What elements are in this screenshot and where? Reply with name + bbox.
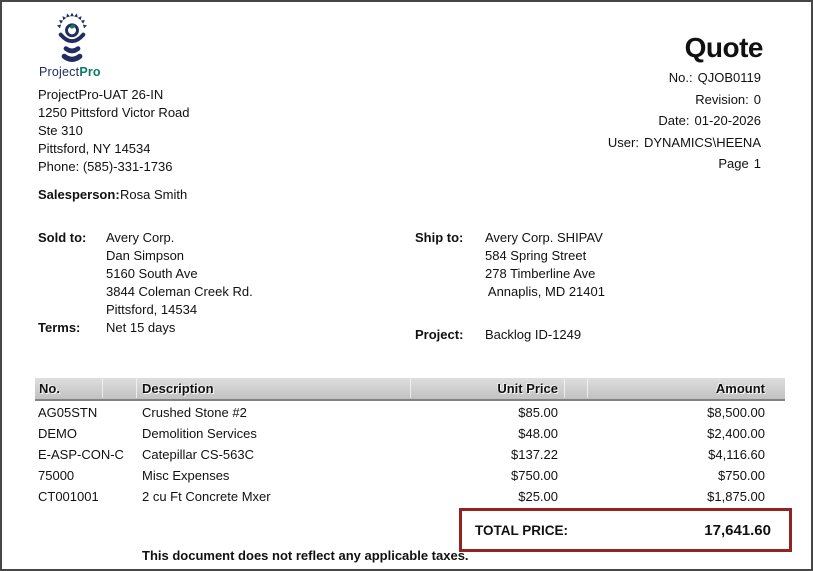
terms-label: Terms: bbox=[38, 320, 81, 335]
total-price-box bbox=[459, 508, 792, 552]
meta-value: 01-20-2026 bbox=[694, 113, 761, 128]
company-address-line: Phone: (585)-331-1736 bbox=[38, 159, 173, 174]
column-header-unit-price: Unit Price bbox=[497, 381, 558, 396]
items-table-header bbox=[35, 378, 785, 401]
company-address-line: Ste 310 bbox=[38, 123, 83, 138]
project-row bbox=[415, 326, 581, 344]
total-price-value: 17,641.60 bbox=[704, 521, 771, 539]
header-cell-divider bbox=[587, 379, 588, 398]
logo-word-pro: Pro bbox=[79, 65, 101, 79]
quote-meta-row bbox=[608, 113, 761, 135]
column-header-amount: Amount bbox=[715, 381, 765, 396]
cell-description: 2 cu Ft Concrete Mxer bbox=[142, 489, 271, 504]
company-logo-wordmark bbox=[39, 65, 101, 79]
ship_to-lines bbox=[485, 229, 605, 301]
cell-no: 75000 bbox=[38, 468, 75, 483]
ship-to-section bbox=[415, 229, 605, 301]
header-cell-divider bbox=[102, 379, 103, 398]
sold-to-line: 5160 South Ave bbox=[106, 266, 198, 281]
column-header-description: Description bbox=[142, 381, 214, 396]
cell-no: AG05STN bbox=[38, 405, 98, 420]
sold-to-line: 3844 Coleman Creek Rd. bbox=[106, 284, 253, 299]
company-address-line: 1250 Pittsford Victor Road bbox=[38, 105, 190, 120]
cell-description: Demolition Services bbox=[142, 426, 257, 441]
ship-to-line: Annaplis, MD 21401 bbox=[485, 284, 605, 299]
logo-word-project: Project bbox=[39, 65, 80, 79]
cell-description: Misc Expenses bbox=[142, 468, 230, 483]
quote-meta-row bbox=[608, 92, 761, 114]
ship-to-line: Avery Corp. SHIPAV bbox=[485, 230, 603, 245]
project-label: Project: bbox=[415, 327, 464, 342]
cell-amount: $1,875.00 bbox=[707, 489, 765, 504]
company-logo-icon bbox=[35, 13, 109, 65]
quote-meta-row bbox=[608, 156, 761, 178]
sold-to-line: Dan Simpson bbox=[106, 248, 185, 263]
cell-no: E-ASP-CON-C bbox=[38, 447, 124, 462]
cell-unit-price: $48.00 bbox=[518, 426, 558, 441]
cell-unit-price: $25.00 bbox=[518, 489, 558, 504]
table-row bbox=[2, 423, 813, 444]
quote-meta-row bbox=[608, 70, 761, 92]
meta-value: QJOB0119 bbox=[697, 70, 761, 85]
table-row bbox=[2, 486, 813, 507]
cell-amount: $2,400.00 bbox=[707, 426, 765, 441]
ship-to-label: Ship to: bbox=[415, 230, 464, 245]
meta-value: 1 bbox=[753, 156, 761, 171]
quote-meta bbox=[608, 70, 761, 178]
meta-label: Page bbox=[718, 156, 749, 171]
salesperson-label: Salesperson: bbox=[38, 187, 120, 202]
terms-row bbox=[38, 319, 175, 337]
cell-unit-price: $85.00 bbox=[518, 405, 558, 420]
tax-disclaimer: This document does not reflect any applicable taxes. bbox=[142, 548, 469, 563]
company-address-line: Pittsford, NY 14534 bbox=[38, 141, 151, 156]
cell-no: DEMO bbox=[38, 426, 77, 441]
table-row bbox=[2, 465, 813, 486]
header-cell-divider bbox=[410, 379, 411, 398]
cell-unit-price: $137.22 bbox=[511, 447, 558, 462]
sold-to-label: Sold to: bbox=[38, 230, 87, 245]
sold-to-section bbox=[38, 229, 253, 319]
terms-value: Net 15 days bbox=[106, 320, 176, 335]
cell-no: CT001001 bbox=[38, 489, 99, 504]
cell-unit-price: $750.00 bbox=[511, 468, 558, 483]
cell-amount: $8,500.00 bbox=[707, 405, 765, 420]
ship-to-line: 584 Spring Street bbox=[485, 248, 587, 263]
cell-amount: $4,116.60 bbox=[708, 447, 765, 462]
salesperson-row bbox=[38, 187, 187, 202]
cell-amount: $750.00 bbox=[718, 468, 765, 483]
meta-label: Revision: bbox=[695, 91, 749, 107]
column-header-no: No. bbox=[39, 381, 60, 396]
page-title: Quote bbox=[684, 32, 763, 63]
header-cell-divider bbox=[136, 379, 137, 398]
table-row bbox=[2, 444, 813, 465]
meta-label: No.: bbox=[668, 70, 693, 85]
meta-value: 0 bbox=[753, 91, 761, 107]
total-price-label: TOTAL PRICE: bbox=[475, 522, 569, 538]
sold-to-line: Pittsford, 14534 bbox=[106, 302, 198, 317]
company-address-line: ProjectPro-UAT 26-IN bbox=[38, 87, 164, 102]
meta-label: User: bbox=[607, 134, 639, 150]
table-body bbox=[2, 402, 813, 507]
meta-value: DYNAMICS\HEENA bbox=[643, 134, 761, 150]
cell-description: Catepillar CS-563C bbox=[142, 447, 254, 462]
sold_to-lines bbox=[106, 229, 253, 319]
table-row bbox=[2, 402, 813, 423]
meta-label: Date: bbox=[658, 113, 690, 128]
header-cell-divider bbox=[564, 379, 565, 398]
salesperson-value: Rosa Smith bbox=[120, 187, 188, 202]
cell-description: Crushed Stone #2 bbox=[142, 405, 247, 420]
project-value: Backlog ID-1249 bbox=[485, 327, 582, 342]
company-address-block bbox=[38, 86, 190, 176]
quote-meta-row bbox=[608, 135, 761, 157]
ship-to-line: 278 Timberline Ave bbox=[485, 266, 596, 281]
sold-to-line: Avery Corp. bbox=[106, 230, 175, 245]
